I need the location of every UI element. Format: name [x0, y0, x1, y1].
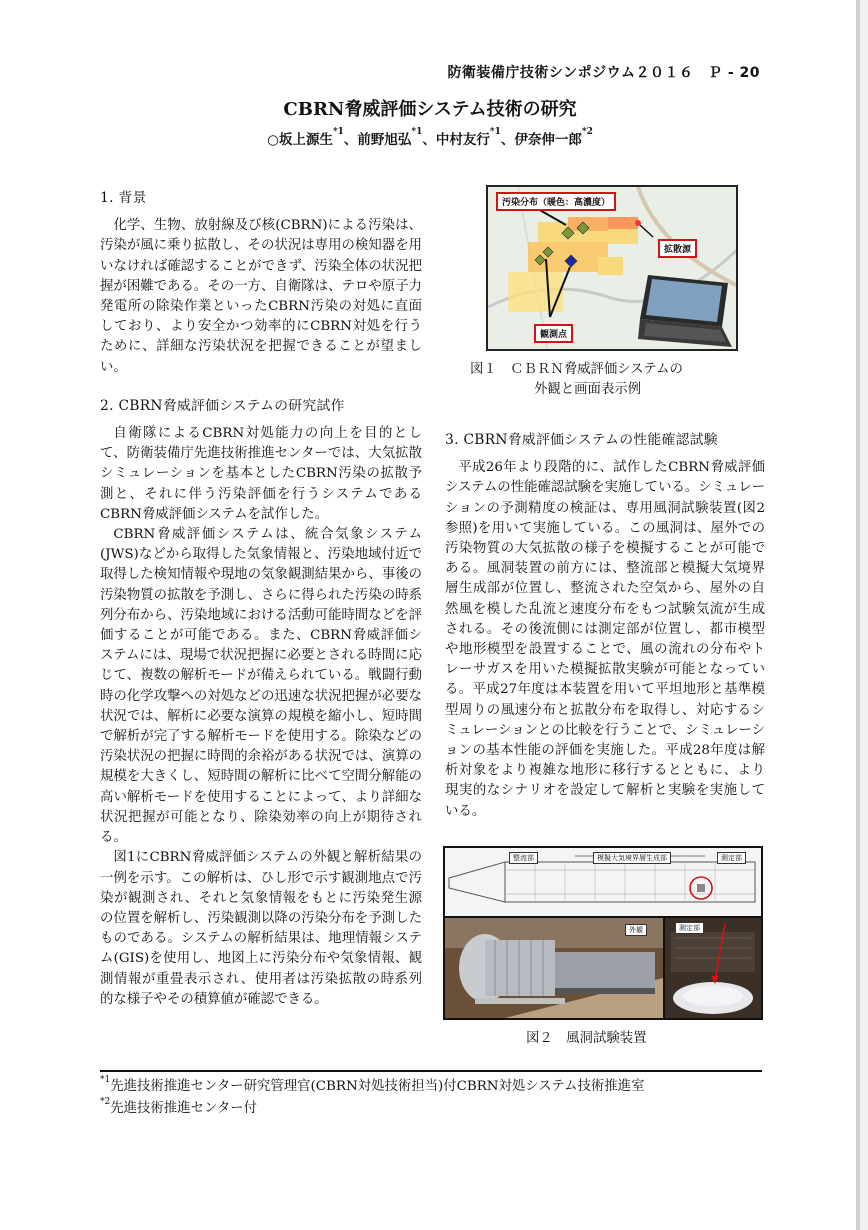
- right-column: [445, 430, 765, 822]
- label-exterior: 外観: [625, 924, 647, 936]
- figure-2-caption: 図２ 風洞試験装置: [526, 1031, 647, 1046]
- left-column: [100, 188, 422, 1010]
- callout-contamination-distribution: 汚染分布（暖色：高濃度）: [496, 192, 616, 211]
- running-header: 防衛装備庁技術シンポジウム２０１６ Ｐ - 20: [447, 65, 760, 81]
- affil-mark: *1: [411, 127, 423, 137]
- footnotes: [100, 1076, 644, 1120]
- footnote-1: $^{*1}$先進技術推進センター研究管理官(CBRN対処技術担当)付CBRN対処システム技術推進室: [100, 1075, 645, 1094]
- measurement-section-photo: [665, 918, 761, 1018]
- author-line: [0, 128, 860, 148]
- wind-tunnel-exterior-photo: [445, 918, 663, 1018]
- affil-mark: *1: [489, 127, 501, 137]
- section-2-heading: 2. CBRN脅威評価システムの研究試作: [100, 397, 345, 414]
- label-measurement-section: 測定部: [717, 852, 746, 864]
- footnote-2: $^{*2}$先進技術推進センター付: [100, 1097, 257, 1116]
- author-2: 、前野旭弘: [343, 132, 412, 148]
- label-boundary-layer-section: 模擬大気境界層生成部: [593, 852, 671, 864]
- callout-observation-point: 観測点: [534, 324, 573, 343]
- map-screen-illustration: [488, 187, 738, 351]
- paper-title: CBRN脅威評価システム技術の研究: [283, 99, 577, 120]
- affil-mark: *1: [332, 127, 344, 137]
- footnote-rule: [100, 1070, 762, 1072]
- section-1-heading: 1. 背景: [100, 190, 147, 206]
- section-1-paragraph: 化学、生物、放射線及び核(CBRN)による汚染は、汚染が風に乗り拡散し、その状況は専用の検知器を用いなければ確認することができず、汚染全体の状況把握が困難である。その一方、自衛隊は、テロや原子力発電所の除染作業といったCBRN汚染の対処に直面しており、より安全かつ効率的にCBRN対処を行うために、詳細な汚染状況を把握できることが望ましい。: [100, 218, 422, 375]
- figure-1-caption: 図１ ＣＢＲＮ脅威評価システムの 外観と画面表示例: [470, 362, 683, 397]
- figure-2-image: [443, 846, 763, 1020]
- section-2-paragraph-2: CBRN脅威評価システムは、統合気象システム(JWS)などから取得した気象情報と、汚染地域付近で取得した検知情報や現地の気象観測結果から、事後の汚染物質の拡散を予測し、さらに得られた汚染の時系列分布から、汚染地域における活動可能時間などを評価することが可能である。また、CBRN脅威評価システムには、現場で状況把握に必要とされる時間に応じて、複数の解析モードが備えられている。戦闘行動時の化学攻撃への対処などの迅速な状況把握が必要な状況では、解析に必要な演算の規模を縮小し、短時間で解析が完了する解析モードを使用する。除染などの汚染状況の把握に時間的余裕がある状況では、演算の規模を大きくし、短時間の解析に比べて空間分解能の高い解析モードを使用することによって、より詳細な状況把握が可能となり、除染効率の向上が期待される。: [100, 527, 422, 846]
- label-rectifier-section: 整流部: [509, 852, 538, 864]
- callout-diffusion-source: 拡散源: [658, 239, 697, 258]
- figure-1-image: [486, 185, 738, 351]
- section-2-paragraph-3: 図1にCBRN脅威評価システムの外観と解析結果の一例を示す。この解析は、ひし形で示す観測地点で汚染が観測され、それと気象情報をもとに汚染発生源の位置を解析し、汚染観測以降の汚染分布を予測したものである。システムの解析結果は、地理情報システム(GIS)を使用し、地図上に汚染分布や気象情報、観測情報が重畳表示され、使用者は汚染拡散の時系列的な様子やその積算値が確認できる。: [100, 850, 422, 1007]
- author-4: 、伊奈伸一郎: [500, 132, 582, 148]
- author-3: 、中村友行: [422, 132, 490, 148]
- wind-tunnel-diagram: [445, 848, 761, 916]
- label-measurement-photo: 測定部: [675, 922, 704, 934]
- affil-mark: *2: [581, 127, 593, 137]
- section-2-paragraph-1: 自衛隊によるCBRN対処能力の向上を目的として、防衛装備庁先進技術推進センターでは、大気拡散シミュレーションを基本としたCBRN汚染の拡散予測と、それに伴う汚染評価を行うシステムであるCBRN脅威評価システムを試作した。: [100, 426, 422, 522]
- author-1: ○坂上源生: [267, 132, 333, 148]
- section-3-paragraph: 平成26年より段階的に、試作したCBRN脅威評価システムの性能確認試験を実施している。シミュレーションの予測精度の検証は、専用風洞試験装置(図2参照)を用いて実施している。この風洞は、屋外での汚染物質の大気拡散の様子を模擬することが可能である。風洞装置の前方には、整流部と模擬大気境界層生成部が位置し、整流された空気から、屋外の自然風を模した乱流と速度分布をもつ試験気流が生成される。その後流側には測定部が位置し、都市模型や地形模型を設置することで、風の流れの分布やトレーサガスを用いた模擬拡散実験が可能となっている。平成27年度は本装置を用いて平坦地形と基準模型周りの風速分布と拡散分布を取得し、対応するシミュレーションとの比較を行うことで、シミュレーションの基本性能の評価を実施した。平成28年度は解析対象をより複雑な地形に移行するとともに、より現実的なシナリオを設定して解析と実験を実施している。: [445, 460, 765, 819]
- section-3-heading: 3. CBRN脅威評価システムの性能確認試験: [445, 432, 718, 448]
